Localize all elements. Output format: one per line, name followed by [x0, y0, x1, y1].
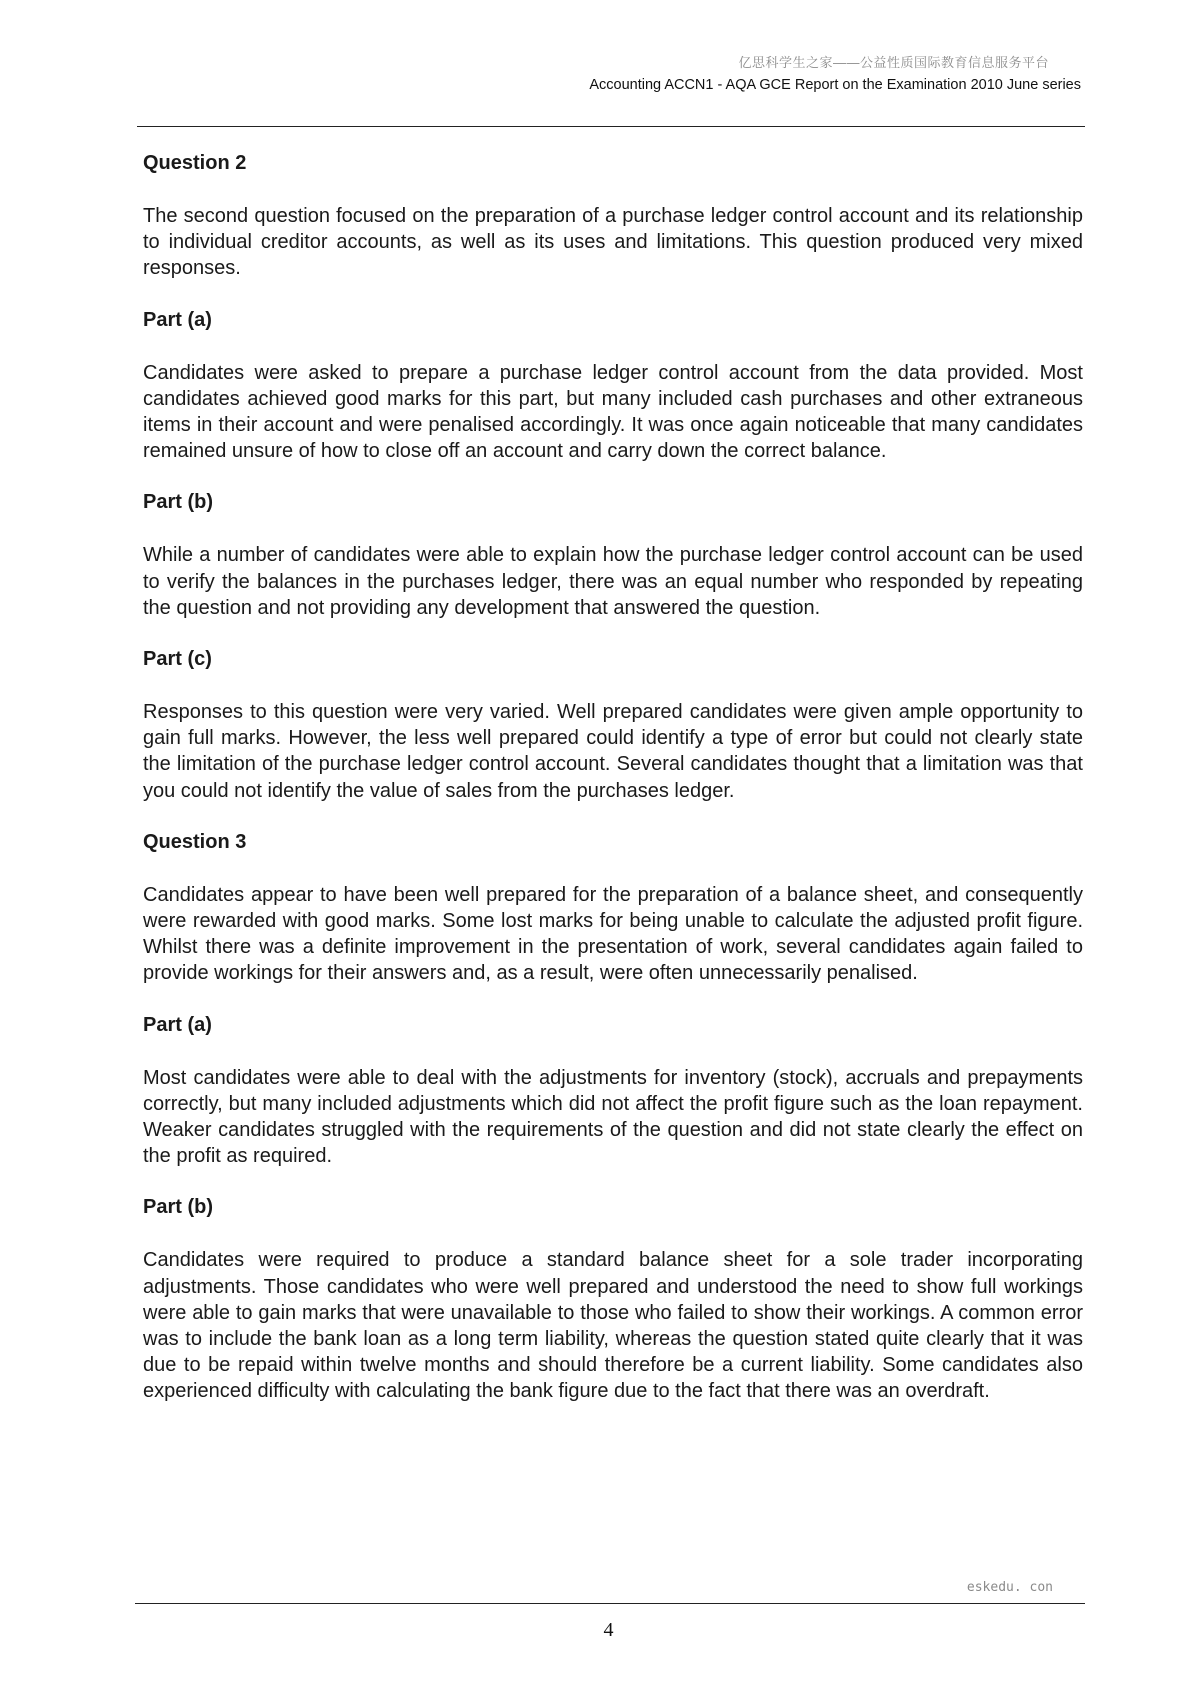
- section-q2-part-c: [143, 646, 1083, 804]
- section-question-3: [143, 829, 1083, 987]
- section-q2-part-b: [143, 489, 1083, 621]
- header-divider: [137, 126, 1085, 127]
- section-heading: Part (b): [143, 491, 213, 514]
- section-paragraph: Most candidates were able to deal with the adjustments for inventory (stock), accruals and prepayments correctly, but many included adjustments which did not affect the profit figure such as the loan repayment. Weaker candidates struggled with the requirements of the question and did not state clearly the effect on the profit as required.: [143, 1066, 1083, 1168]
- page-number: 4: [603, 1619, 614, 1641]
- section-q3-part-a: [143, 1012, 1083, 1170]
- footer-divider: [135, 1603, 1085, 1604]
- section-heading: Part (a): [143, 308, 212, 331]
- header-report-title: Accounting ACCN1 - AQA GCE Report on the Examination 2010 June series: [589, 77, 1081, 93]
- section-paragraph: Candidates appear to have been well prepared for the preparation of a balance sheet, and consequently were rewarded with good marks. Some lost marks for being unable to calculate the adjusted profit figure. Whilst there was a definite improvement in the presentation of work, several candidates again failed to provide workings for their answers and, as a result, were often unnecessarily penalised.: [143, 883, 1083, 985]
- section-paragraph: The second question focused on the preparation of a purchase ledger control account and its relationship to individual creditor accounts, as well as its uses and limitations. This question produced very mixed responses.: [143, 205, 1083, 280]
- section-heading: Question 3: [143, 830, 247, 853]
- section-paragraph: Candidates were asked to prepare a purchase ledger control account from the data provided. Most candidates achieved good marks for this part, but many included cash purchases and other extraneous items in their account and were penalised accordingly. It was once again noticeable that many candidates remained unsure of how to close off an account and carry down the correct balance.: [143, 361, 1083, 463]
- section-paragraph: Candidates were required to produce a standard balance sheet for a sole trader incorporating adjustments. Those candidates who were well prepared and understood the need to show full workings were able to gain marks that were unavailable to those who failed to show their workings. A common error was to include the bank loan as a long term liability, whereas the question stated quite clearly that it was due to be repaid within twelve months and should therefore be a current liability. Some candidates also experienced difficulty with calculating the bank figure due to the fact that there was an overdraft.: [143, 1249, 1083, 1403]
- report-body: [143, 150, 1083, 1430]
- section-heading: Part (b): [143, 1196, 213, 1219]
- section-heading: Part (a): [143, 1013, 212, 1036]
- section-q2-part-a: [143, 307, 1083, 465]
- header-site-text: 亿思科学生之家——公益性质国际教育信息服务平台: [738, 55, 1049, 70]
- section-q3-part-b: [143, 1194, 1083, 1404]
- footer-watermark: eskedu. con: [966, 1580, 1053, 1595]
- section-paragraph: Responses to this question were very varied. Well prepared candidates were given ample opportunity to gain full marks. However, the less well prepared could identify a type of error but could not clearly state the limitation of the purchase ledger control account. Several candidates thought that a limitation was that you could not identify the value of sales from the purchases ledger.: [143, 701, 1083, 802]
- section-heading: Part (c): [143, 648, 212, 671]
- section-heading: Question 2: [143, 152, 247, 174]
- section-question-2: [143, 150, 1083, 282]
- section-paragraph: While a number of candidates were able to explain how the purchase ledger control account can be used to verify the balances in the purchases ledger, there was an equal number who responded by repeating the question and not providing any development that answered the question.: [143, 544, 1083, 619]
